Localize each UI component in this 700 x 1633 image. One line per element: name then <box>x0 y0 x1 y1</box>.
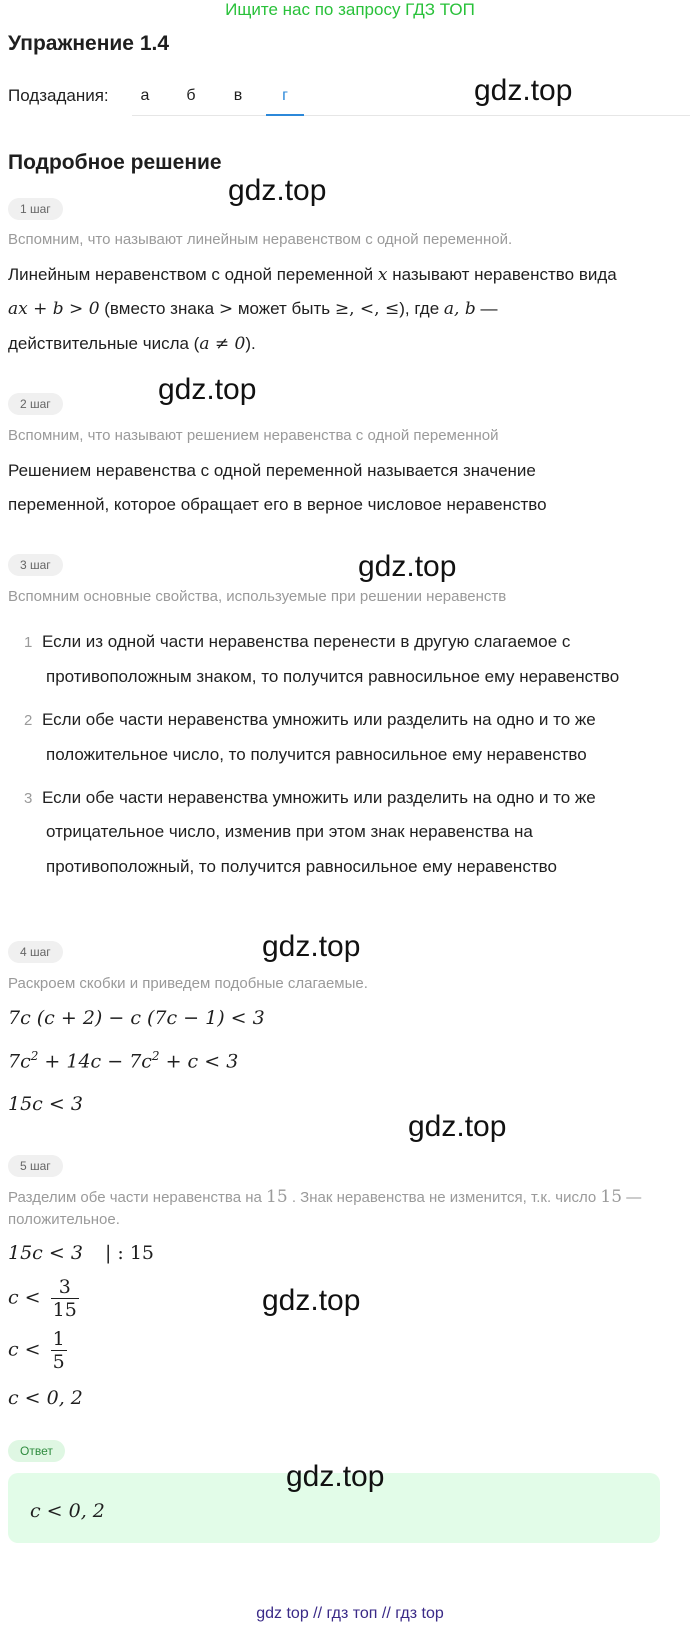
watermark: gdz.top <box>408 1110 507 1143</box>
math-sign: > <box>218 299 234 319</box>
step-text-line: переменной, которое обращает его в верное числовое неравенство <box>8 495 547 514</box>
math-term: 7c <box>8 1050 31 1073</box>
footer-separator: // <box>313 1605 323 1622</box>
equation-fraction <box>8 1328 67 1373</box>
watermark: gdz.top <box>474 74 573 107</box>
math-vars: a, b <box>443 299 476 319</box>
list-number: 1 <box>24 634 33 651</box>
math-term: c < <box>8 1286 41 1309</box>
math-number: 15 <box>266 1187 288 1207</box>
text: — <box>480 299 498 318</box>
watermark: gdz.top <box>158 373 257 406</box>
step-text-line <box>8 265 617 285</box>
text: Разделим обе части неравенства на <box>8 1189 262 1206</box>
math-expression: ax + b > 0 <box>8 299 100 319</box>
text: действительные числа ( <box>8 334 200 353</box>
equation: 15c < 3 <box>8 1093 83 1115</box>
exponent: 2 <box>151 1049 160 1063</box>
section-title: Подробное решение <box>8 151 222 174</box>
math-expression: a ≠ 0 <box>199 334 246 354</box>
text: ), где <box>399 299 440 318</box>
math-number: 15 <box>600 1187 623 1207</box>
promo-banner[interactable]: Ищите нас по запросу ГДЗ ТОП <box>225 0 475 19</box>
tab-b[interactable]: б <box>186 87 196 104</box>
equation <box>8 1242 154 1264</box>
list-number: 3 <box>24 790 33 807</box>
footer-separator: // <box>381 1605 391 1622</box>
equation: 7c (c + 2) − c (7c − 1) < 3 <box>8 1007 265 1029</box>
answer-value: c < 0, 2 <box>30 1500 105 1522</box>
step-badge: 5 шаг <box>8 1155 63 1177</box>
step-hint <box>8 1187 641 1207</box>
math-term: + 14c − 7c <box>38 1050 152 1073</box>
equation-fraction <box>8 1276 79 1321</box>
math-term: + c < 3 <box>159 1050 239 1073</box>
list-item-line: противоположный, то получится равносильное ему неравенство <box>46 857 557 876</box>
step-hint: Вспомним основные свойства, используемые при решении неравенств <box>8 588 507 605</box>
step-text-line: Решением неравенства с одной переменной называется значение <box>8 461 536 480</box>
footer-links <box>0 1605 700 1623</box>
watermark: gdz.top <box>286 1460 385 1493</box>
text: может быть <box>237 299 331 318</box>
denominator: 5 <box>52 1351 65 1373</box>
list-item-line: положительное число, то получится равносильное ему неравенство <box>46 745 587 764</box>
list-item-line: Если обе части неравенства умножить или разделить на одно и то же <box>42 710 596 729</box>
step-hint: Вспомним, что называют решением неравенства с одной переменной <box>8 427 499 444</box>
exponent: 2 <box>30 1049 39 1063</box>
text: (вместо знака <box>104 299 215 318</box>
watermark: gdz.top <box>262 1284 361 1317</box>
watermark: gdz.top <box>358 550 457 583</box>
footer-link[interactable]: гдз топ <box>326 1605 378 1622</box>
step-badge: 2 шаг <box>8 393 63 415</box>
tab-v[interactable]: в <box>233 87 243 104</box>
step-text-line <box>8 334 256 354</box>
list-item-line: Если из одной части неравенства перенести в другую слагаемое с <box>42 632 571 651</box>
footer-link[interactable]: гдз top <box>395 1605 444 1622</box>
equation: c < 0, 2 <box>8 1387 83 1409</box>
numerator: 3 <box>51 1276 79 1299</box>
math-var: x <box>377 265 388 285</box>
watermark: gdz.top <box>228 174 327 207</box>
step-hint: Вспомним, что называют линейным неравенством с одной переменной. <box>8 231 513 248</box>
list-item-line: отрицательное число, изменив при этом знак неравенства на <box>46 822 533 841</box>
list-item-line: противоположным знаком, то получится равносильное ему неравенство <box>46 667 620 686</box>
step-badge: 1 шаг <box>8 198 63 220</box>
subtask-tabs <box>132 78 690 116</box>
footer-link[interactable]: gdz top <box>256 1605 309 1622</box>
tab-a[interactable]: а <box>140 87 150 104</box>
step-hint: Раскроем скобки и приведем подобные слагаемые. <box>8 975 368 992</box>
numerator: 1 <box>52 1328 65 1350</box>
step-badge: 4 шаг <box>8 941 63 963</box>
subtasks-label: Подзадания: <box>8 86 109 105</box>
step-text-line <box>8 299 497 319</box>
text: Линейным неравенством с одной переменной <box>8 265 374 284</box>
math-term: 15c < 3 <box>8 1242 83 1264</box>
step-hint: положительное. <box>8 1211 120 1228</box>
text: ). <box>245 334 256 353</box>
page-title: Упражнение 1.4 <box>8 32 170 55</box>
equation <box>8 1049 238 1072</box>
fraction <box>51 1276 79 1321</box>
list-number: 2 <box>24 712 33 729</box>
tab-g[interactable]: г <box>266 78 304 116</box>
text: . Знак неравенства не изменится, т.к. число <box>291 1189 597 1206</box>
math-signs: ≥, <, ≤ <box>334 299 400 319</box>
fraction <box>51 1328 67 1373</box>
watermark: gdz.top <box>262 930 361 963</box>
text: называют неравенство вида <box>392 265 617 284</box>
step-badge: 3 шаг <box>8 554 63 576</box>
answer-badge: Ответ <box>8 1440 65 1462</box>
math-term: | : 15 <box>104 1242 155 1264</box>
text: — <box>626 1189 642 1206</box>
math-term: c < <box>8 1338 41 1361</box>
list-item-line: Если обе части неравенства умножить или разделить на одно и то же <box>42 788 596 807</box>
denominator: 15 <box>52 1299 77 1321</box>
